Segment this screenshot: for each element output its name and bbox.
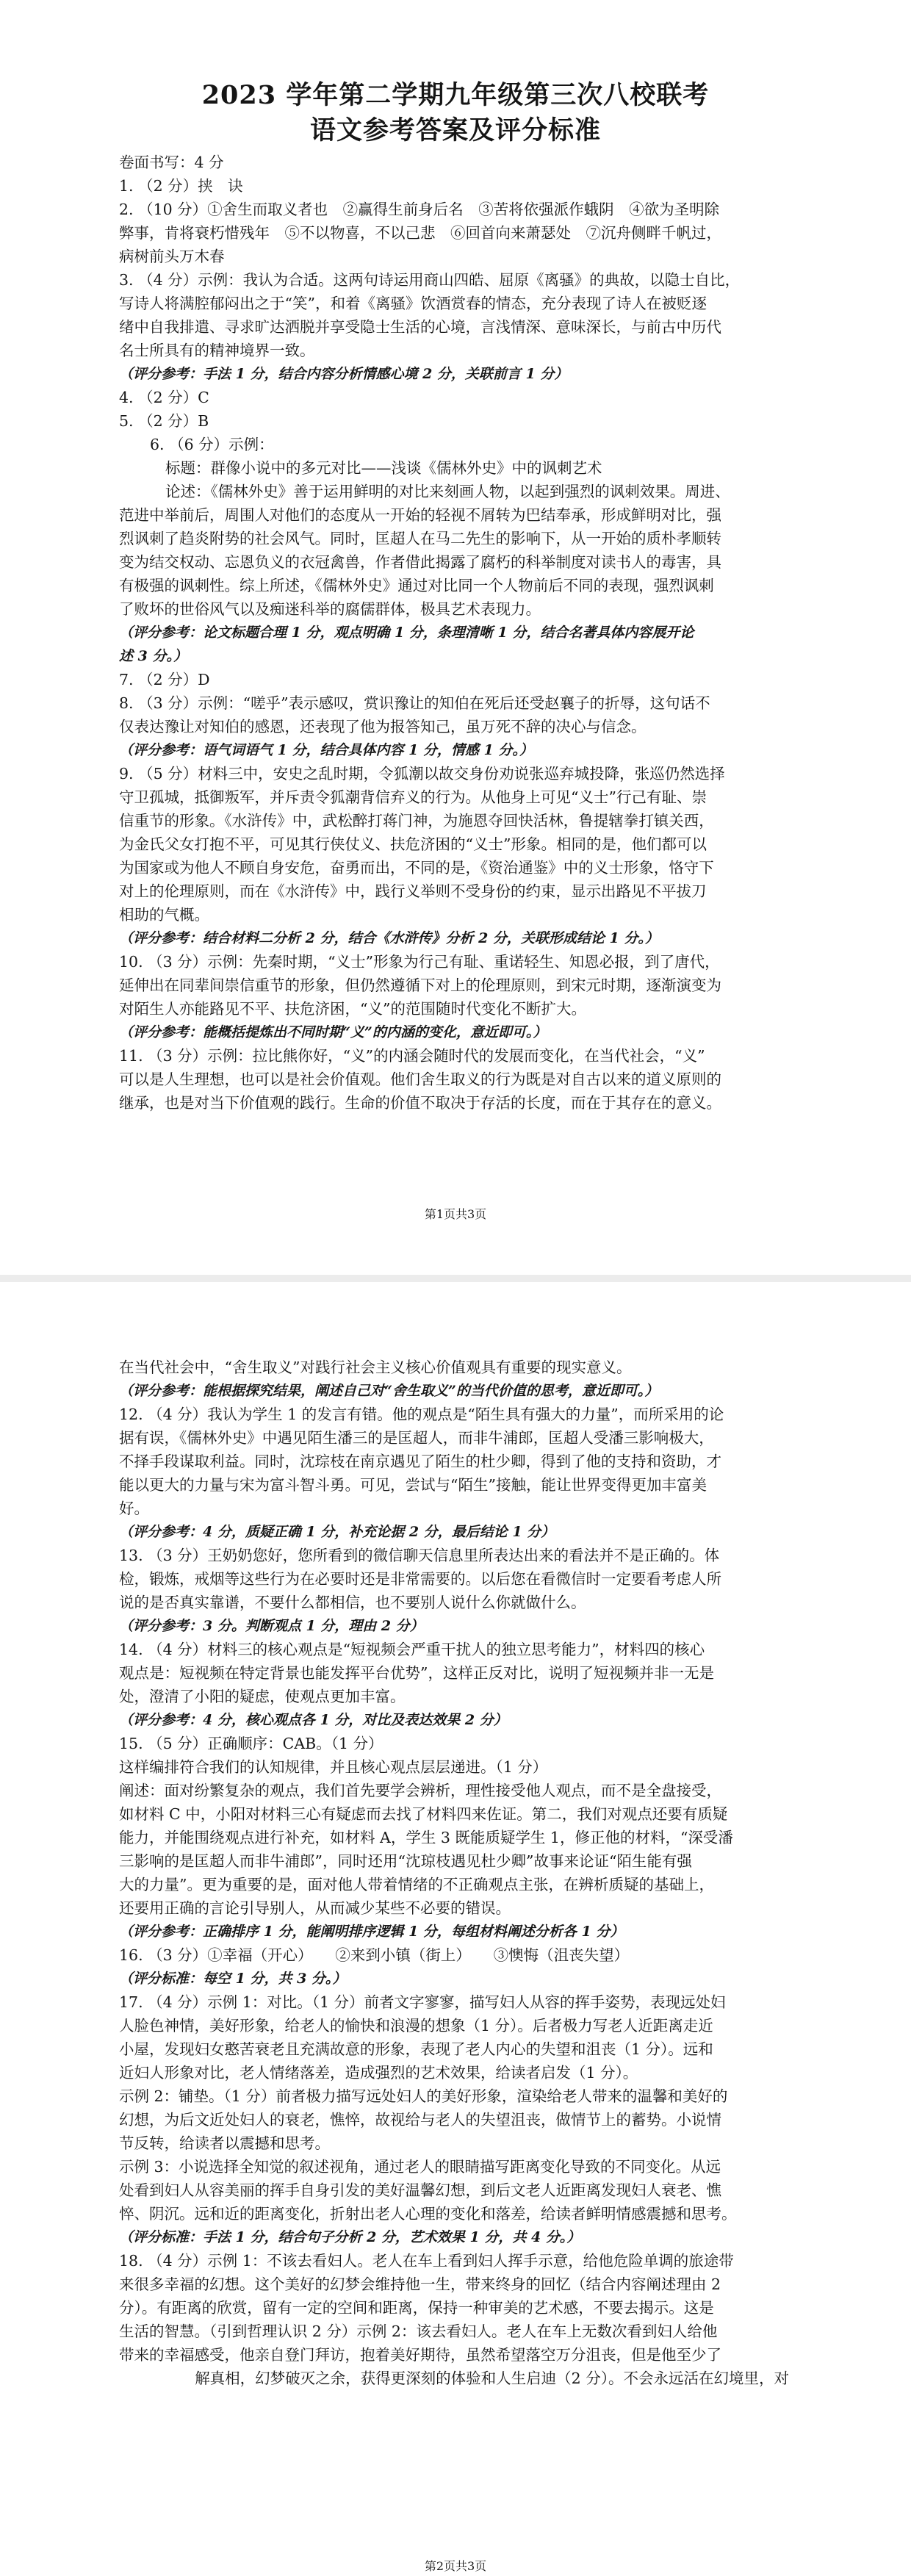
answer-text-line: 为金氏父女打抱不平，可见其行侠仗义、扶危济困的“义士”形象。相同的是，他们都可以	[119, 835, 707, 853]
scoring-note-line: 述 3 分。）	[119, 648, 187, 664]
answer-text-line: 弊事，肯将衰朽惜残年 ⑤不以物喜，不以己悲 ⑥回首向来萧瑟处 ⑦沉舟侧畔千帆过，	[119, 224, 721, 242]
answer-text-line: 检，锻炼，戒烟等这些行为在必要时还是非常需要的。以后您在看微信时一定要看考虑人所	[119, 1570, 721, 1588]
answer-text-line: 示例 2：铺垫。（1 分）前者极力描写远处妇人的美好形象，渲染给老人带来的温馨和美好的	[119, 2087, 728, 2105]
answer-text-line: 13. （3 分）王奶奶您好，您所看到的微信聊天信息里所表达出来的看法并不是正确的。体	[119, 1547, 720, 1564]
answer-text-line: 18. （4 分）示例 1：不该去看妇人。老人在车上看到妇人挥手示意，给他危险单调的旅途带	[119, 2252, 734, 2270]
answer-text-line: 继承，也是对当下价值观的践行。生命的价值不取决于存活的长度，而在于其存在的意义。	[119, 1094, 721, 1112]
answer-text-line: 对上的伦理原则，而在《水浒传》中，践行义举则不受身份的约束，显示出路见不平拔刀	[119, 882, 707, 900]
answer-text-line: 1. （2 分）挟 诀	[119, 177, 243, 195]
answer-text-line: 这样编排符合我们的认知规律，并且核心观点层层递进。（1 分）	[119, 1758, 548, 1776]
answer-text-line: 三影响的是匡超人而非牛浦郎”，同时还用“沈琼枝遇见杜少卿”故事来论证“陌生能有强	[119, 1852, 692, 1870]
answer-text-line: 绪中自我排遣、寻求旷达洒脱并享受隐士生活的心境，言浅情深、意味深长，与前古中历代	[119, 318, 721, 336]
answer-text-line: 写诗人将满腔郁闷出之于“笑”，和着《离骚》饮酒赏春的情态，充分表现了诗人在被贬逐	[119, 295, 707, 312]
answer-text-line: 10. （3 分）示例：先秦时期，“义士”形象为行己有耻、重诺轻生、知恩必报，到了唐代，	[119, 953, 720, 971]
page-number-1: 第1页共3页	[424, 1207, 487, 1221]
answer-text-line: 9. （5 分）材料三中，安史之乱时期，令狐潮以故交身份劝说张巡弃城投降，张巡仍然选择	[119, 765, 725, 782]
answer-text-line: 14. （4 分）材料三的核心观点是“短视频会严重干扰人的独立思考能力”，材料四的核心	[119, 1641, 705, 1658]
answer-text-line: 在当代社会中，“舍生取义”对践行社会主义核心价值观具有重要的现实意义。	[119, 1359, 632, 1376]
answer-text-line: 处，澄清了小阳的疑虑，使观点更加丰富。	[119, 1688, 406, 1705]
answer-text-line: 卷面书写：4 分	[119, 154, 224, 171]
answer-text-line: 如材料 C 中，小阳对材料三心有疑虑而去找了材料四来佐证。第二，我们对观点还要有质疑	[119, 1805, 728, 1823]
answer-text-line: 观点是：短视频在特定背景也能发挥平台优势”，这样正反对比，说明了短视频并非一无是	[119, 1664, 714, 1682]
answer-text-line: 好。	[119, 1500, 149, 1517]
answer-text-line: 15. （5 分）正确顺序：CAB。（1 分）	[119, 1735, 384, 1752]
answer-text-line: 为国家或为他人不顾自身安危，奋勇而出，不同的是，《资治通鉴》中的义士形象，恪守下	[119, 859, 714, 877]
answer-text-line: 相助的气概。	[119, 906, 209, 924]
answer-body-page-2	[119, 1356, 789, 2390]
answer-text-line: 17. （4 分）示例 1：对比。（1 分）前者文字寥寥，描写妇人从容的挥手姿势，表现远处妇	[119, 1993, 726, 2011]
answer-text-line: 守卫孤城，抵御叛军，并斥责令狐潮背信弃义的行为。从他身上可见“义士”行己有耻、崇	[119, 788, 707, 806]
scoring-note-line: （评分参考：3 分。判断观点 1 分，理由 2 分）	[119, 1618, 424, 1634]
answer-text-line: 论述：《儒林外史》善于运用鲜明的对比来刻画人物，以起到强烈的讽刺效果。周进、	[165, 483, 730, 500]
answer-text-line: 不择手段谋取利益。同时，沈琮枝在南京遇见了陌生的杜少卿，得到了他的支持和资助，才	[119, 1453, 721, 1470]
answer-text-line: 可以是人生理想，也可以是社会价值观。他们舍生取义的行为既是对自古以来的道义原则的	[119, 1071, 721, 1088]
answer-text-line: 对陌生人亦能路见不平、扶危济困，“义”的范围随时代变化不断扩大。	[119, 1000, 586, 1018]
answer-text-line: 解真相，幻梦破灭之余，获得更深刻的体验和人生启迪（2 分）。不会永远活在幻境里，对	[195, 2370, 789, 2387]
answer-text-line: 3. （4 分）示例：我认为合适。这两句诗运用商山四皓、屈原《离骚》的典故，以隐士自比，	[119, 271, 741, 289]
answer-text-line: 变为结交权动、忘恩负义的衣冠禽兽，作者借此揭露了腐朽的科举制度对读书人的毒害，具	[119, 553, 721, 571]
answer-text-line: 7. （2 分）D	[119, 671, 210, 688]
answer-page-1	[0, 0, 911, 1282]
page-number-2: 第2页共3页	[424, 2559, 487, 2573]
answer-text-line: 5. （2 分）B	[119, 412, 209, 430]
answer-text-line: 能力，并能围绕观点进行补充，如材料 A，学生 3 既能质疑学生 1，修正他的材料，“深受潘	[119, 1829, 733, 1846]
scoring-note-line: （评分参考：结合材料二分析 2 分，结合《水浒传》分析 2 分，关联形成结论 1 分。）	[119, 930, 659, 946]
answer-page-2	[0, 1282, 911, 2576]
answer-text-line: 近妇人形象对比，老人情绪落差，造成强烈的艺术效果，给读者启发（1 分）。	[119, 2064, 638, 2082]
answer-text-line: 12. （4 分）我认为学生 1 的发言有错。他的观点是“陌生具有强大的力量”，而所采用的论	[119, 1406, 724, 1423]
answer-text-line: 还要用正确的言论引导别人，从而减少某些不必要的错误。	[119, 1899, 511, 1917]
answer-text-line: 节反转，给读者以震撼和思考。	[119, 2134, 330, 2152]
answer-text-line: 处看到妇人从容美丽的挥手自身引发的美好温馨幻想，到后文老人近距离发现妇人衰老、憔	[119, 2181, 721, 2199]
answer-text-line: 标题：群像小说中的多元对比——浅谈《儒林外史》中的讽刺艺术	[165, 459, 602, 477]
answer-text-line: 信重节的形象。《水浒传》中，武松醉打蒋门神，为施恩夺回快活林，鲁提辖拳打镇关西，	[119, 812, 714, 830]
page-gap	[0, 1275, 911, 1282]
scoring-note-line: （评分参考：手法 1 分，结合内容分析情感心境 2 分，关联前言 1 分）	[119, 366, 569, 382]
scoring-note-line: （评分参考：能概括提炼出不同时期“义”的内涵的变化，意近即可。）	[119, 1024, 547, 1040]
answer-text-line: 人脸色神情，美好形象，给老人的愉快和浪漫的想象（1 分）。后者极力写老人近距离走近	[119, 2017, 713, 2034]
scoring-note-line: （评分参考：语气词语气 1 分，结合具体内容 1 分，情感 1 分。）	[119, 742, 533, 758]
answer-text-line: 带来的幸福感受，他亲自登门拜访，抱着美好期待，虽然希望落空万分沮丧，但是他至少了	[119, 2346, 721, 2364]
answer-text-line: 了败坏的世俗风气以及痴迷科举的腐儒群体，极具艺术表现力。	[119, 600, 541, 618]
answer-text-line: 8. （3 分）示例：“嗟乎”表示感叹，赏识豫让的知伯在死后还受赵襄子的折辱，这句话不	[119, 694, 710, 712]
scoring-note-line: （评分参考：能根据探究结果，阐述自己对“舍生取义”的当代价值的思考，意近即可。）	[119, 1383, 659, 1399]
answer-text-line: 6. （6 分）示例：	[150, 436, 274, 453]
answer-text-line: 大的力量”。更为重要的是，面对他人带着情绪的不正确观点主张，在辨析质疑的基础上，	[119, 1876, 714, 1893]
answer-text-line: 4. （2 分）C	[119, 389, 209, 406]
answer-text-line: 有极强的讽刺性。综上所述，《儒林外史》通过对比同一个人物前后不同的表现，强烈讽刺	[119, 577, 714, 594]
scoring-note-line: （评分参考：正确排序 1 分，能阐明排序逻辑 1 分，每组材料阐述分析各 1 分）	[119, 1924, 624, 1940]
answer-text-line: 能以更大的力量与宋为富斗智斗勇。可见，尝试与“陌生”接触，能让世界变得更加丰富美	[119, 1476, 707, 1494]
answer-text-line: 范进中举前后，周围人对他们的态度从一开始的轻视不屑转为巴结奉承，形成鲜明对比，强	[119, 506, 721, 524]
answer-text-line: 示例 3：小说选择全知觉的叙述视角，通过老人的眼睛描写距离变化导致的不同变化。从远	[119, 2158, 721, 2176]
answer-text-line: 悴、阴沉。远和近的距离变化，折射出老人心理的变化和落差，给读者鲜明情感震撼和思考。	[119, 2205, 737, 2223]
answer-text-line: 生活的智慧。（引到哲理认识 2 分）示例 2：该去看妇人。老人在车上无数次看到妇人给他	[119, 2323, 718, 2340]
answer-text-line: 说的是否真实靠谱，不要什么都相信，也不要别人说什么你就做什么。	[119, 1594, 586, 1611]
scoring-note-line: （评分参考：4 分，核心观点各 1 分，对比及表达效果 2 分）	[119, 1712, 508, 1728]
scoring-note-line: （评分标准：每空 1 分，共 3 分。）	[119, 1971, 347, 1987]
answer-text-line: 据有误，《儒林外史》中遇见陌生潘三的是匡超人，而非牛浦郎，匡超人受潘三影响极大，	[119, 1429, 714, 1447]
document-subtitle: 语文参考答案及评分标准	[309, 115, 601, 145]
scoring-note-line: （评分参考：论文标题合理 1 分，观点明确 1 分，条理清晰 1 分，结合名著具体内容展开论	[119, 625, 694, 641]
answer-text-line: 延伸出在同辈间崇信重节的形象，但仍然遵循下对上的伦理原则，到宋元时期，逐渐演变为	[119, 976, 721, 994]
answer-text-line: 仅表达豫让对知伯的感恩，还表现了他为报答知己，虽万死不辞的决心与信念。	[119, 718, 647, 735]
answer-text-line: 阐述：面对纷繁复杂的观点，我们首先要学会辨析，理性接受他人观点，而不是全盘接受，	[119, 1782, 721, 1799]
answer-text-line: 来很多幸福的幻想。这个美好的幻梦会维持他一生，带来终身的回忆（结合内容阐述理由 2	[119, 2275, 721, 2293]
answer-text-line: 幻想，为后文近处妇人的衰老，憔悴，故视给与老人的失望沮丧，做情节上的蓄势。小说情	[119, 2111, 721, 2129]
exam-title: 2023 学年第二学期九年级第三次八校联考	[201, 80, 710, 110]
answer-text-line: 2. （10 分）①舍生而取义者也 ②赢得生前身后名 ③苦将依强派作蛾阴 ④欲为圣明除	[119, 201, 720, 218]
answer-text-line: 11. （3 分）示例：拉比熊你好，“义”的内涵会随时代的发展而变化，在当代社会，“义”	[119, 1047, 705, 1065]
answer-text-line: 病树前头万木春	[119, 248, 225, 265]
answer-text-line: 16. （3 分）①幸福（开心） ②来到小镇（街上） ③懊悔（沮丧失望）	[119, 1946, 630, 1964]
scoring-note-line: （评分标准：手法 1 分，结合句子分析 2 分，艺术效果 1 分，共 4 分。）	[119, 2229, 581, 2245]
scoring-note-line: （评分参考：4 分，质疑正确 1 分，补充论据 2 分，最后结论 1 分）	[119, 1524, 555, 1540]
answer-text-line: 小屋，发现妇女憨苦衰老且充满故意的形象，表现了老人内心的失望和沮丧（1 分）。远和	[119, 2040, 713, 2058]
answer-text-line: 分）。有距离的欣赏，留有一定的空间和距离，保持一种审美的艺术感，不要去揭示。这是	[119, 2299, 714, 2317]
answer-body-page-1	[119, 151, 789, 1115]
answer-text-line: 烈讽刺了趋炎附势的社会风气。同时，匡超人在马二先生的影响下，从一开始的质朴孝顺转	[119, 530, 721, 547]
answer-text-line: 名士所具有的精神境界一致。	[119, 342, 315, 359]
